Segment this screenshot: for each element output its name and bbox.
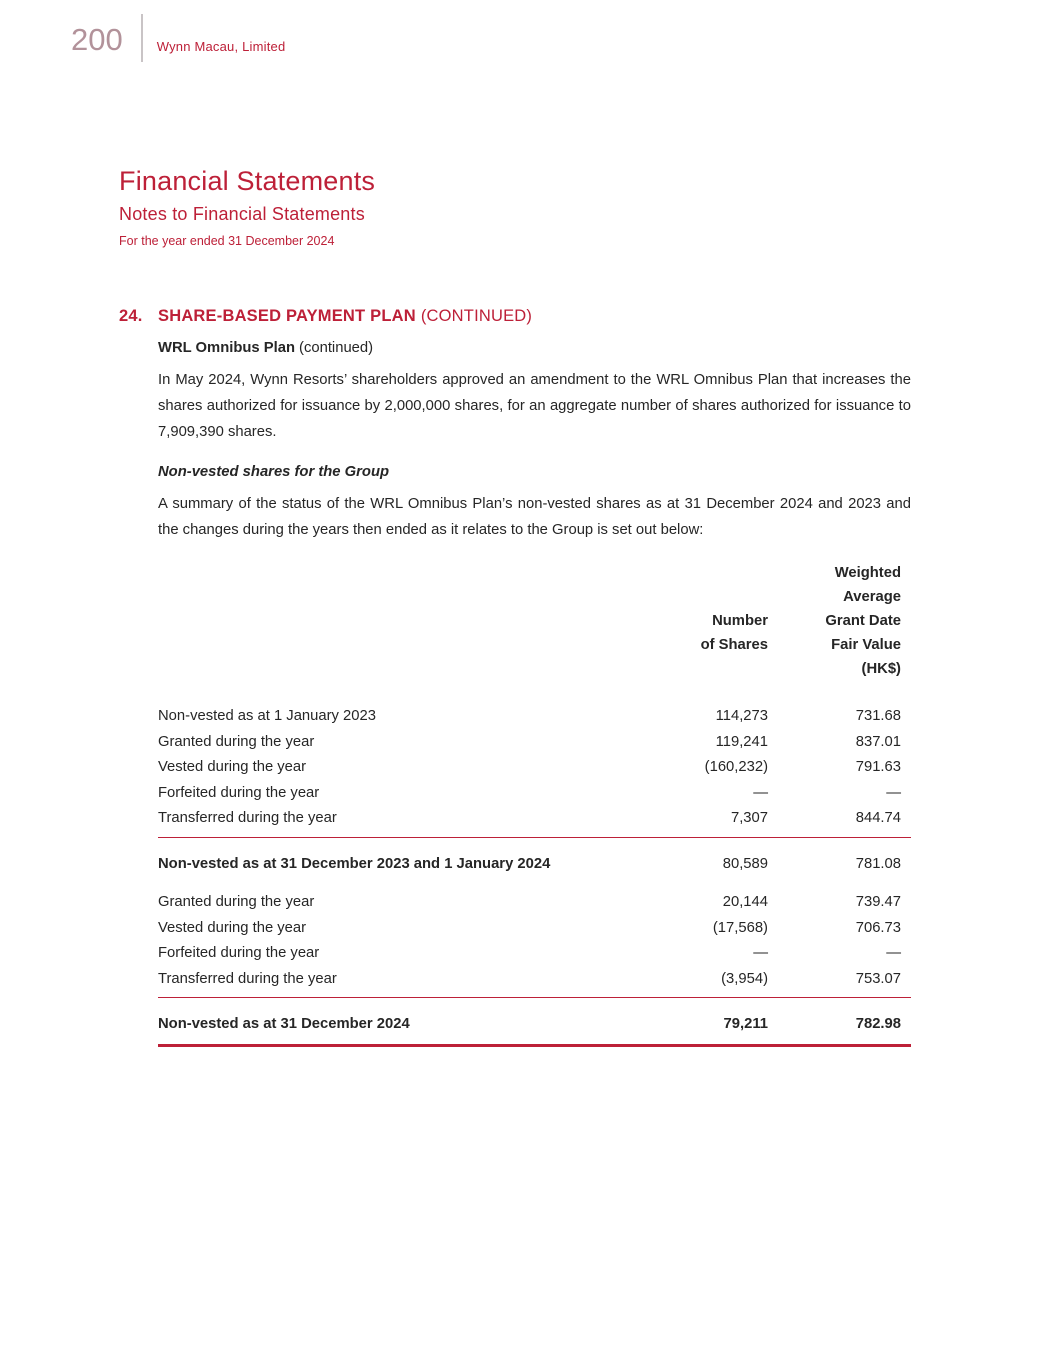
row-value: 844.74 (855, 810, 901, 826)
column-header-fair-value: Weighted Average Grant Date Fair Value (HK$) (825, 565, 901, 677)
page-number: 200 (71, 22, 123, 57)
section-number: 24. (119, 307, 143, 325)
row-value: 781.08 (855, 855, 901, 872)
row-shares: 114,273 (715, 708, 768, 724)
row-label: Non-vested as at 1 January 2023 (158, 708, 376, 724)
row-label: Granted during the year (158, 894, 315, 910)
row-shares: (3,954) (721, 970, 768, 987)
row-shares: 80,589 (722, 855, 768, 872)
row-label: Vested during the year (158, 919, 307, 936)
table-subtotal-row (158, 852, 911, 878)
period-line: For the year ended 31 December 2024 (119, 234, 335, 248)
table-row (158, 755, 911, 781)
table-header-row (158, 561, 911, 681)
table-row (158, 806, 911, 832)
row-label: Non-vested as at 31 December 2024 (158, 1016, 410, 1032)
row-shares: 20,144 (722, 894, 768, 910)
running-header (71, 14, 285, 62)
table-row (158, 967, 911, 993)
row-label: Transferred during the year (158, 970, 337, 987)
nonvested-shares-heading: Non-vested shares for the Group (158, 464, 390, 480)
plan-subheading-continued: (continued) (299, 340, 374, 356)
section-title-suffix: (CONTINUED) (420, 307, 533, 325)
table-row (158, 941, 911, 967)
row-shares: — (753, 945, 768, 961)
row-shares: — (753, 784, 768, 801)
non-vested-shares-table (158, 561, 911, 1047)
plan-subheading-bold: WRL Omnibus Plan (158, 340, 296, 356)
row-label: Vested during the year (158, 759, 307, 775)
note-section (119, 306, 911, 1047)
page-subtitle: Notes to Financial Statements (119, 204, 365, 224)
row-value: — (886, 945, 901, 961)
title-block (119, 166, 375, 248)
table-row (158, 916, 911, 942)
column-header-number-of-shares: Number of Shares (700, 613, 768, 653)
row-shares: (160,232) (704, 759, 768, 775)
paragraph-amendment: In May 2024, Wynn Resorts’ shareholders approved an amendment to the WRL Omnibus Plan that increases the shares authorized for issuance by 2,000,000 shares, for an aggregate number of shares authorized for issuance to 7,909,390 shares. (158, 372, 911, 440)
row-value: — (886, 784, 901, 801)
table-row (158, 781, 911, 807)
row-label: Forfeited during the year (158, 945, 320, 961)
row-label: Transferred during the year (158, 810, 337, 826)
section-title: SHARE-BASED PAYMENT PLAN (158, 307, 416, 325)
table-row (158, 890, 911, 916)
table-row (158, 730, 911, 756)
paragraph-summary: A summary of the status of the WRL Omnibus Plan’s non-vested shares as at 31 December 2024 and 2023 and the changes during the years then ended as it relates to the Group is set out below: (158, 496, 911, 538)
row-value: 837.01 (855, 733, 901, 750)
row-value: 791.63 (855, 759, 901, 775)
plan-subheading (158, 338, 911, 358)
section-heading (119, 306, 911, 326)
table-row (158, 704, 911, 730)
row-label: Forfeited during the year (158, 784, 320, 801)
company-name: Wynn Macau, Limited (156, 39, 286, 54)
row-value: 706.73 (855, 919, 901, 936)
row-shares: 79,211 (723, 1016, 768, 1032)
row-value: 739.47 (855, 894, 901, 910)
row-shares: 119,241 (715, 733, 768, 750)
row-shares: (17,568) (712, 919, 768, 936)
row-label: Non-vested as at 31 December 2023 and 1 January 2024 (158, 855, 551, 872)
table-group-2023 (158, 704, 911, 838)
row-shares: 7,307 (730, 810, 768, 826)
table-group-2024 (158, 890, 911, 998)
page-title: Financial Statements (119, 166, 376, 196)
row-value: 731.68 (855, 708, 901, 724)
table-total-row (158, 1012, 911, 1047)
row-value: 782.98 (855, 1016, 901, 1032)
header-divider (141, 14, 143, 62)
row-value: 753.07 (855, 970, 901, 987)
row-label: Granted during the year (158, 733, 315, 750)
